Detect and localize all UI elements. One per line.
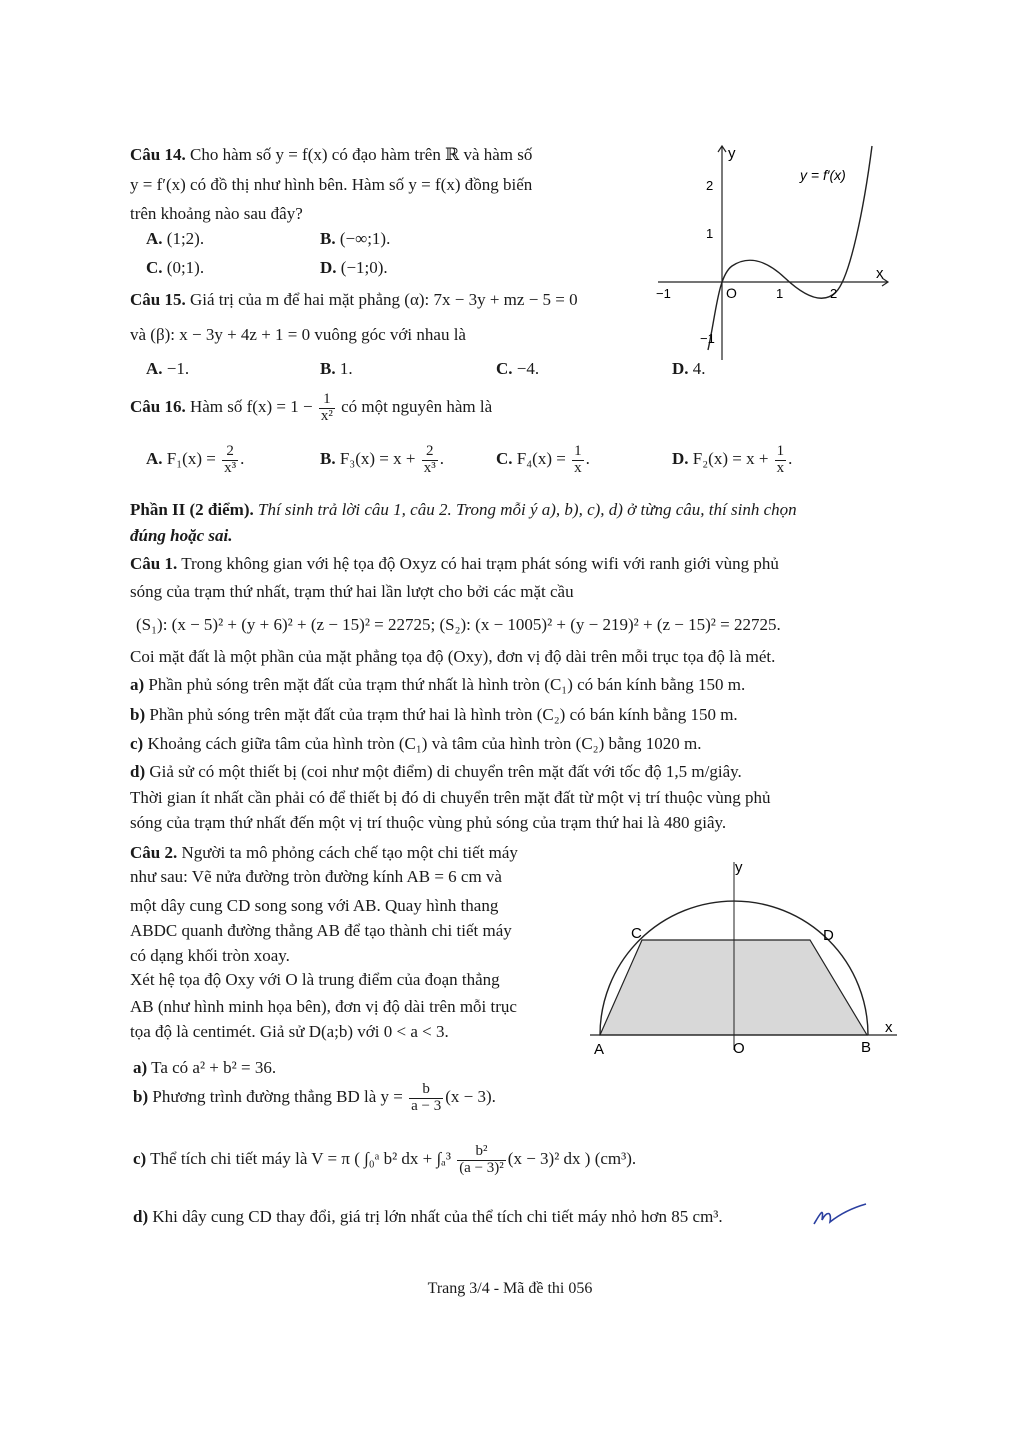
option-label: C.	[496, 359, 513, 378]
option-text: .	[788, 449, 793, 469]
point-a-label: A	[594, 1041, 605, 1058]
c1-statement-d-line2: Thời gian ít nhất cần phải có để thiết bị đó di chuyển trên mặt đất từ một vị trí thuộc vùng phủ	[130, 788, 771, 807]
statement-label: d)	[130, 762, 146, 781]
q15-option-d	[672, 359, 706, 379]
option-text: (1;2).	[166, 229, 205, 248]
x-axis-label: x	[876, 265, 884, 282]
q16-stem-pre: Hàm số f(x) = 1 −	[189, 397, 313, 417]
fraction	[222, 444, 238, 477]
numerator: 1	[776, 443, 785, 459]
statement-text: Khi dây cung CD thay đổi, giá trị lớn nhất của thể tích chi tiết máy nhỏ hơn 85 cm³.	[152, 1207, 723, 1226]
signature-mark	[810, 1200, 870, 1230]
y-axis-label: y	[728, 145, 736, 162]
option-label: B.	[320, 229, 336, 248]
tick-x-minus1: −1	[656, 286, 671, 301]
q15-option-b	[320, 359, 353, 379]
c1-line2: sóng của trạm thứ nhất, trạm thứ hai lần lượt cho bởi các mặt cầu	[130, 582, 574, 601]
trapezoid-semicircle-figure	[585, 858, 905, 1058]
option-text: −4.	[516, 359, 540, 378]
denominator: (a − 3)²	[459, 1159, 504, 1176]
c1-statement-d-line3: sóng của trạm thứ nhất đến một vị trí thuộc vùng phủ sóng của trạm thứ hai là 480 giây.	[130, 813, 727, 832]
q15-label: Câu 15.	[130, 290, 186, 309]
c1-line3: Coi mặt đất là một phần của mặt phẳng tọa độ (Oxy), đơn vị độ dài trên mỗi trục tọa độ là mét.	[130, 647, 776, 666]
origin-label: O	[733, 1040, 745, 1057]
page-footer: Trang 3/4 - Mã đề thi 056	[427, 1280, 593, 1297]
option-text: 1.	[339, 359, 353, 378]
c2-line5: có dạng khối tròn xoay.	[130, 946, 290, 965]
point-c-label: C	[631, 925, 642, 942]
denominator: x³	[423, 459, 436, 476]
q16-stem	[130, 392, 492, 425]
statement-label: a)	[133, 1058, 148, 1077]
c1-statement-c	[130, 734, 702, 754]
curve-label: y = f′(x)	[800, 167, 846, 183]
option-text: F₁(x) =	[166, 449, 216, 469]
c1-stem: Trong không gian với hệ tọa độ Oxyz có hai trạm phát sóng wifi với ranh giới vùng phủ	[181, 554, 779, 573]
c2-statement-a	[133, 1058, 276, 1078]
numerator: 2	[425, 443, 434, 459]
fraction	[422, 444, 438, 477]
q14-line3: trên khoảng nào sau đây?	[130, 204, 303, 223]
q16-option-b	[320, 444, 444, 477]
q14-option-a	[146, 229, 204, 249]
q14-option-c	[146, 258, 204, 278]
c2-line6: Xét hệ tọa độ Oxy với O là trung điểm của đoạn thẳng	[130, 970, 500, 989]
x-axis-label: x	[885, 1019, 893, 1036]
numerator: b²	[475, 1143, 488, 1159]
statement-label: c)	[133, 1149, 147, 1169]
statement-label: d)	[133, 1207, 149, 1226]
q15-line2: và (β): x − 3y + 4z + 1 = 0 vuông góc với nhau là	[130, 325, 466, 344]
q16-option-a	[146, 444, 244, 477]
option-label: A.	[146, 359, 163, 378]
c2-statement-c	[133, 1144, 636, 1177]
option-text: F₃(x) = x +	[339, 449, 416, 469]
fraction	[572, 444, 584, 477]
tick-y1: 1	[706, 226, 714, 241]
statement-label: b)	[133, 1087, 149, 1107]
c2-line4: ABDC quanh đường thẳng AB để tạo thành chi tiết máy	[130, 921, 512, 940]
q16-option-c	[496, 444, 590, 477]
denominator: a − 3	[411, 1097, 442, 1114]
c2-label: Câu 2.	[130, 843, 178, 862]
fraction	[457, 1144, 506, 1177]
c2-statement-b	[133, 1082, 496, 1115]
point-b-label: B	[861, 1039, 872, 1056]
statement-label: c)	[130, 734, 144, 753]
statement-text: Phần phủ sóng trên mặt đất của trạm thứ nhất là hình tròn (C₁) có bán kính bằng 150 m.	[148, 675, 746, 694]
option-label: A.	[146, 449, 163, 469]
denominator: x²	[320, 407, 333, 424]
point-d-label: D	[823, 927, 834, 944]
c2-line7: AB (như hình minh họa bên), đơn vị độ dài trên mỗi trục	[130, 997, 517, 1016]
part2-intro-line2: đúng hoặc sai.	[130, 526, 233, 545]
option-label: A.	[146, 229, 163, 248]
q14-label: Câu 14.	[130, 145, 186, 164]
fraction	[319, 392, 335, 425]
numerator: b	[422, 1081, 430, 1097]
option-text: (0;1).	[166, 258, 205, 277]
option-text: F₄(x) =	[516, 449, 566, 469]
c2-statement-d	[133, 1207, 723, 1227]
derivative-curve	[708, 146, 872, 350]
q15-line1	[130, 290, 578, 310]
statement-text: (x − 3)² dx ) (cm³).	[507, 1149, 637, 1169]
q14-stem-1: Cho hàm số y = f(x) có đạo hàm trên ℝ và hàm số	[189, 145, 533, 164]
c1-line1	[130, 554, 779, 574]
option-text: F₂(x) = x +	[692, 449, 769, 469]
option-label: B.	[320, 359, 336, 378]
q15-stem-1: Giá trị của m để hai mặt phẳng (α): 7x − 3y + mz − 5 = 0	[189, 290, 578, 309]
fraction	[775, 444, 787, 477]
option-text: (−1;0).	[340, 258, 388, 277]
option-text: .	[585, 449, 590, 469]
option-label: D.	[672, 449, 689, 469]
c2-line2: như sau: Vẽ nửa đường tròn đường kính AB = 6 cm và	[130, 867, 502, 886]
c2-stem: Người ta mô phỏng cách chế tạo một chi tiết máy	[181, 843, 518, 862]
q14-line2: y = f′(x) có đồ thị như hình bên. Hàm số y = f(x) đồng biến	[130, 175, 533, 194]
option-text: −1.	[166, 359, 190, 378]
option-label: C.	[146, 258, 163, 277]
option-label: D.	[320, 258, 337, 277]
c1-equation: (S₁): (x − 5)² + (y + 6)² + (z − 15)² = 22725; (S₂): (x − 1005)² + (y − 219)² + (z − 15)² = 22725.	[136, 615, 781, 634]
derivative-graph	[650, 138, 900, 368]
option-text: (−∞;1).	[339, 229, 391, 248]
q16-label: Câu 16.	[130, 397, 186, 417]
q16-stem-post: có một nguyên hàm là	[341, 397, 493, 417]
c2-line1	[130, 843, 518, 863]
option-text: .	[240, 449, 245, 469]
statement-text: Phương trình đường thẳng BD là y =	[152, 1087, 403, 1107]
q15-option-a	[146, 359, 189, 379]
part2-intro-line1	[130, 500, 797, 520]
option-label: C.	[496, 449, 513, 469]
statement-text: Ta có a² + b² = 36.	[151, 1058, 277, 1077]
c1-label: Câu 1.	[130, 554, 178, 573]
part2-intro: Thí sinh trả lời câu 1, câu 2. Trong mỗi ý a), b), c), d) ở từng câu, thí sinh chọn	[257, 500, 797, 519]
q14-option-b	[320, 229, 390, 249]
denominator: x³	[224, 459, 237, 476]
q14-line1	[130, 145, 532, 165]
q14-option-d	[320, 258, 388, 278]
part2-label: Phần II (2 điểm).	[130, 500, 254, 519]
statement-label: a)	[130, 675, 145, 694]
denominator: x	[776, 459, 785, 476]
option-label: B.	[320, 449, 336, 469]
statement-text: Khoảng cách giữa tâm của hình tròn (C₁) và tâm của hình tròn (C₂) bằng 1020 m.	[147, 734, 702, 753]
c1-statement-a	[130, 675, 745, 695]
statement-text: Thể tích chi tiết máy là V = π ( ∫₀ᵃ b² dx + ∫ₐ³	[150, 1149, 451, 1169]
c1-statement-d	[130, 762, 742, 782]
statement-label: b)	[130, 705, 146, 724]
numerator: 1	[574, 443, 582, 459]
tick-y-minus1: −1	[700, 331, 715, 346]
q16-option-d	[672, 444, 792, 477]
option-label: D.	[672, 359, 689, 378]
numerator: 2	[226, 443, 234, 459]
fraction	[409, 1082, 443, 1115]
y-axis-label: y	[735, 859, 743, 876]
tick-y2: 2	[706, 178, 714, 193]
c2-line3: một dây cung CD song song với AB. Quay hình thang	[130, 896, 499, 915]
statement-text: Phần phủ sóng trên mặt đất của trạm thứ hai là hình tròn (C₂) có bán kính bằng 150 m.	[149, 705, 738, 724]
option-text: 4.	[692, 359, 706, 378]
q15-option-c	[496, 359, 539, 379]
c1-statement-b	[130, 705, 738, 725]
origin-label: O	[726, 285, 737, 301]
tick-x1: 1	[776, 286, 784, 301]
tick-x2: 2	[830, 286, 838, 301]
denominator: x	[574, 459, 582, 476]
statement-text: (x − 3).	[445, 1087, 496, 1107]
numerator: 1	[323, 391, 331, 407]
option-text: .	[439, 449, 444, 469]
c2-line8: tọa độ là centimét. Giả sử D(a;b) với 0 < a < 3.	[130, 1022, 449, 1041]
statement-text: Giả sử có một thiết bị (coi như một điểm) di chuyển trên mặt đất với tốc độ 1,5 m/giây.	[149, 762, 742, 781]
